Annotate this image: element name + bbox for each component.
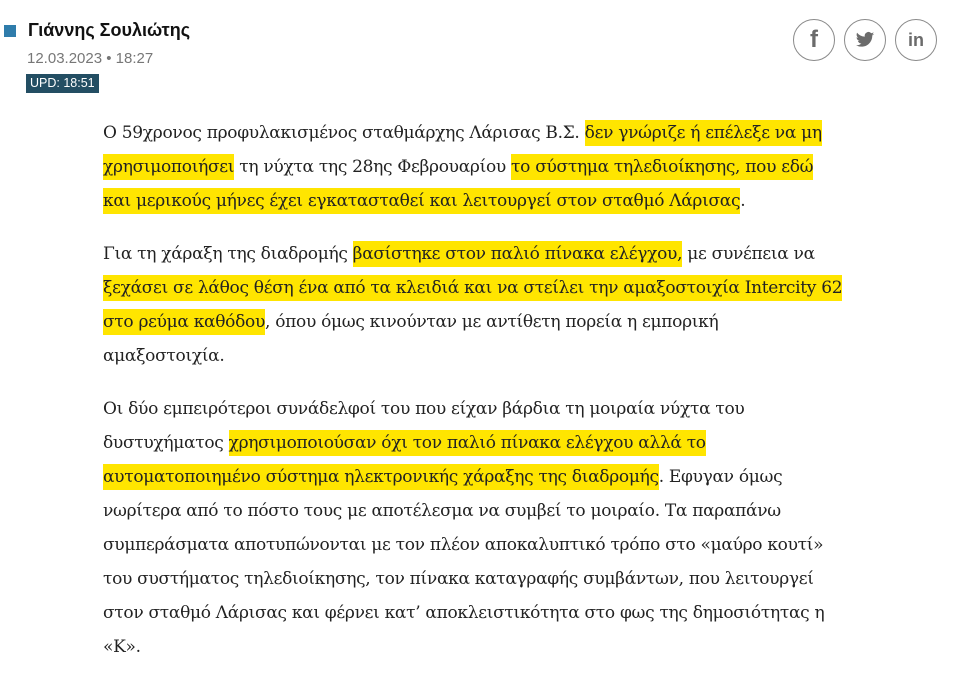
highlighted-text: βασίστηκε στον παλιό πίνακα ελέγχου, bbox=[353, 241, 683, 267]
author-row bbox=[4, 20, 190, 41]
share-linkedin-button[interactable] bbox=[895, 19, 937, 61]
text-line bbox=[103, 496, 948, 530]
highlighted-text: χρησιμοποιούσαν όχι τον παλιό πίνακα ελέγχου αλλά το bbox=[229, 430, 706, 456]
article-paragraph bbox=[103, 118, 948, 220]
updated-badge: UPD: 18:51 bbox=[26, 74, 99, 93]
text-segment: . Εφυγαν όμως bbox=[658, 467, 783, 487]
text-segment: Οι δύο εμπειρότεροι συνάδελφοί του που είχαν βάρδια τη μοιραία νύχτα του bbox=[103, 399, 745, 419]
text-segment: στον σταθμό Λάρισας και φέρνει κατ’ αποκλειστικότητα στο φως της δημοσιότητας η bbox=[103, 603, 825, 623]
text-segment: του συστήματος τηλεδιοίκησης, τον πίνακα καταγραφής συμβάντων, που λειτουργεί bbox=[103, 569, 814, 589]
highlighted-text: δεν γνώριζε ή επέλεξε να μη bbox=[585, 120, 822, 146]
text-segment: . bbox=[740, 191, 746, 211]
linkedin-icon: in bbox=[908, 29, 924, 50]
text-line bbox=[103, 239, 948, 273]
highlighted-text: και μερικούς μήνες έχει εγκατασταθεί και λειτουργεί στον σταθμό Λάρισας bbox=[103, 188, 740, 214]
highlighted-text: ξεχάσει σε λάθος θέση ένα από τα κλειδιά και να στείλει την αμαξοστοιχία Intercity 62 bbox=[103, 275, 842, 301]
text-line bbox=[103, 428, 948, 462]
highlighted-text: χρησιμοποιήσει bbox=[103, 154, 234, 180]
text-line bbox=[103, 530, 948, 564]
highlighted-text: στο ρεύμα καθόδου bbox=[103, 309, 265, 335]
text-segment: , όπου όμως κινούνταν με αντίθετη πορεία η εμπορική bbox=[265, 312, 719, 332]
social-share bbox=[793, 19, 937, 61]
highlighted-text: αυτοματοποιημένο σύστημα ηλεκτρονικής χάραξης της διαδρομής bbox=[103, 464, 659, 490]
text-segment: Για τη χάραξη της διαδρομής bbox=[103, 244, 353, 264]
text-segment: αμαξοστοιχία. bbox=[103, 346, 225, 366]
text-segment: δυστυχήματος bbox=[103, 433, 229, 453]
text-line bbox=[103, 307, 948, 341]
text-segment: με συνέπεια να bbox=[682, 244, 815, 264]
author-marker bbox=[4, 25, 16, 37]
text-segment: νωρίτερα από το πόστο τους με αποτέλεσμα να συμβεί το μοιραίο. Τα παραπάνω bbox=[103, 501, 781, 521]
article-body bbox=[103, 118, 948, 685]
text-segment: τη νύχτα της 28ης Φεβρουαρίου bbox=[234, 157, 512, 177]
text-line bbox=[103, 118, 948, 152]
highlighted-text: το σύστημα τηλεδιοίκησης, που εδώ bbox=[511, 154, 813, 180]
article-paragraph bbox=[103, 394, 948, 666]
text-line bbox=[103, 598, 948, 632]
facebook-icon: f bbox=[810, 26, 818, 53]
text-segment: Ο 59χρονος προφυλακισμένος σταθμάρχης Λάρισας Β.Σ. bbox=[103, 123, 585, 143]
text-line bbox=[103, 632, 948, 666]
author-name[interactable]: Γιάννης Σουλιώτης bbox=[28, 20, 191, 40]
text-line bbox=[103, 462, 948, 496]
share-facebook-button[interactable] bbox=[793, 19, 835, 61]
twitter-icon bbox=[855, 30, 875, 50]
text-segment: συμπεράσματα αποτυπώνονται με τον πλέον αποκαλυπτικό τρόπο στο «μαύρο κουτί» bbox=[103, 535, 824, 555]
share-twitter-button[interactable] bbox=[844, 19, 886, 61]
text-line bbox=[103, 273, 948, 307]
text-line bbox=[103, 341, 948, 375]
article-paragraph bbox=[103, 239, 948, 375]
text-line bbox=[103, 186, 948, 220]
text-line bbox=[103, 394, 948, 428]
text-line bbox=[103, 152, 948, 186]
text-line bbox=[103, 564, 948, 598]
publish-date: 12.03.2023 • 18:27 bbox=[27, 50, 154, 67]
text-segment: «Κ». bbox=[103, 637, 141, 657]
